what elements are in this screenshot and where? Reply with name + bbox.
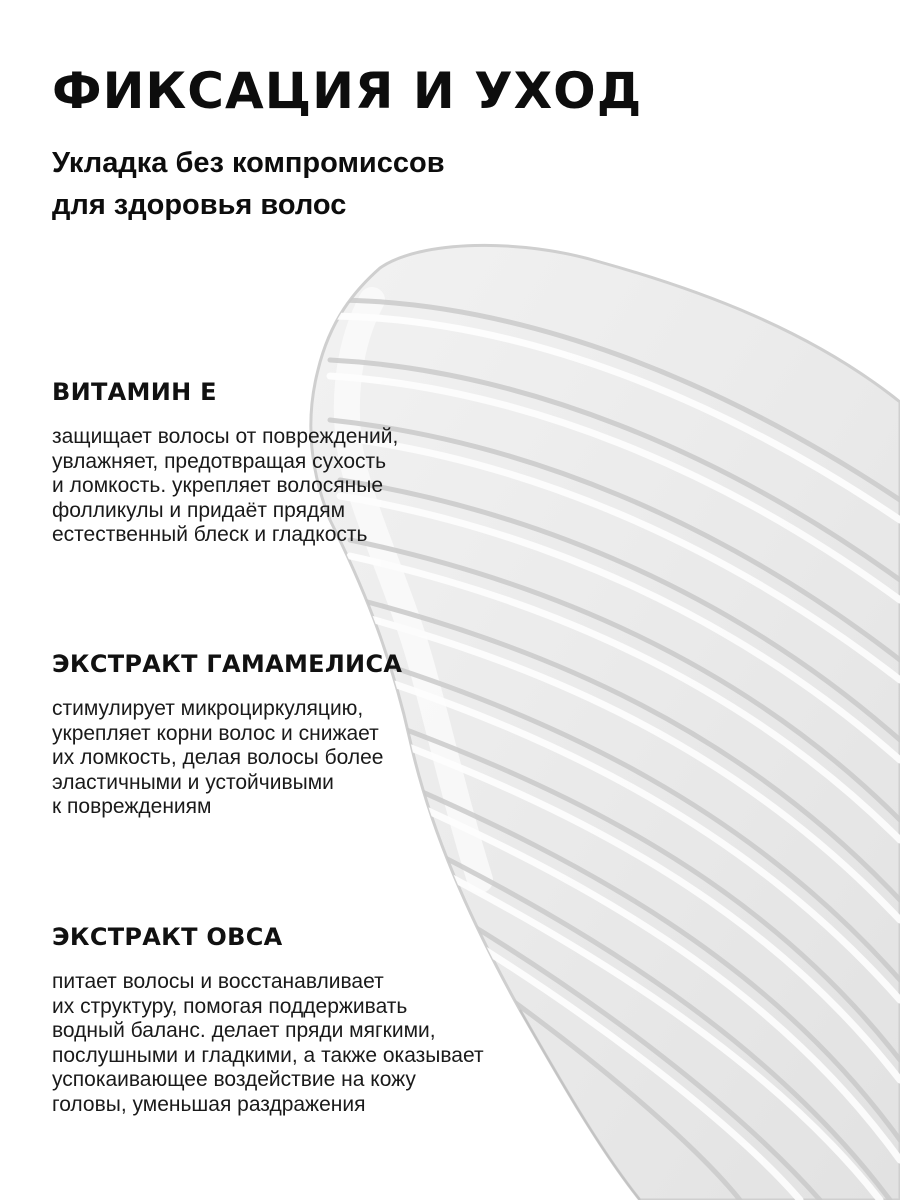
description-line: укрепляет корни волос и снижает: [52, 721, 379, 745]
description-line: естественный блеск и гладкость: [52, 523, 368, 546]
description-line: их структуру, помогая поддерживать: [52, 994, 408, 1018]
description-line: к повреждениям: [52, 795, 212, 818]
page-subtitle: [52, 142, 445, 226]
subtitle-line: Укладка без компромиссов: [52, 147, 445, 179]
description-line: увлажняет, предотвращая сухость: [52, 449, 387, 473]
ingredient-title: ЭКСТРАКТ ОВСА: [52, 923, 283, 951]
ingredient-title: ВИТАМИН Е: [52, 378, 217, 406]
ingredient-description: [52, 970, 484, 1117]
description-line: успокаивающее воздействие на кожу: [52, 1068, 416, 1091]
description-line: эластичными и устойчивыми: [52, 770, 334, 794]
description-line: и ломкость. укрепляет волосяные: [52, 474, 384, 497]
description-line: защищает волосы от повреждений,: [52, 425, 399, 448]
subtitle-line: для здоровья волос: [52, 189, 347, 221]
description-line: водный баланс. делает пряди мягкими,: [52, 1019, 436, 1042]
description-line: послушными и гладкими, а также оказывает: [52, 1043, 484, 1067]
description-line: головы, уменьшая раздражения: [52, 1092, 366, 1116]
ingredient-title: ЭКСТРАКТ ГАМАМЕЛИСА: [52, 650, 403, 678]
ingredient-description: [52, 697, 402, 820]
ingredient-vitamin-e: [52, 377, 398, 548]
description-line: стимулирует микроциркуляцию,: [52, 697, 364, 720]
page-title: ФИКСАЦИЯ И УХОД: [52, 62, 643, 120]
description-line: фолликулы и придаёт прядям: [52, 498, 346, 522]
description-line: питает волосы и восстанавливает: [52, 970, 384, 993]
ingredient-oat-extract: [52, 922, 484, 1117]
ingredient-hamamelis-extract: [52, 649, 402, 820]
ingredient-description: [52, 425, 398, 548]
description-line: их ломкость, делая волосы более: [52, 746, 384, 769]
